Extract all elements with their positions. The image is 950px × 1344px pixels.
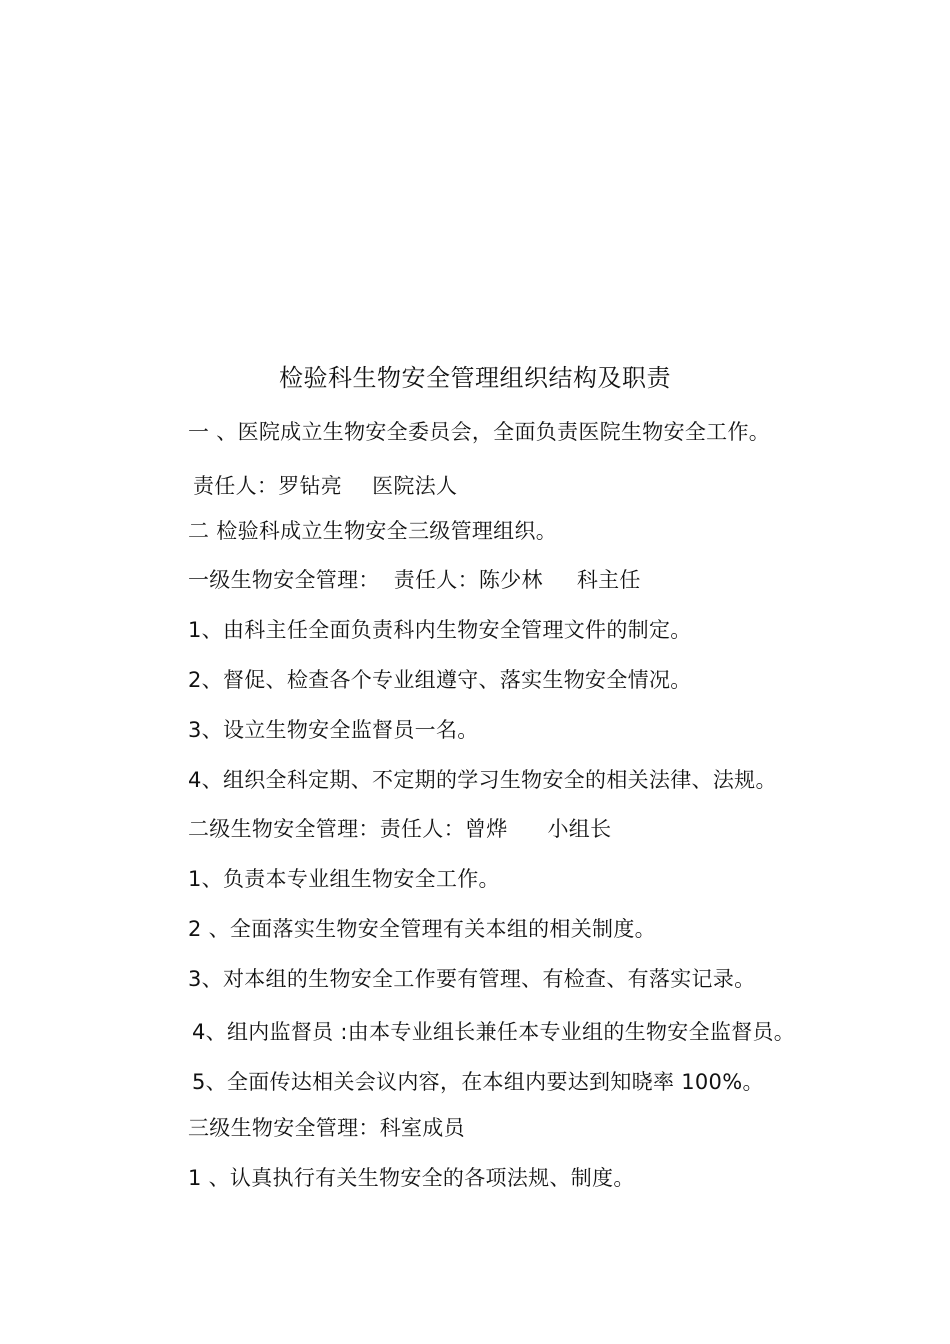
level2-item: 1、负责本专业组生物安全工作。	[188, 867, 500, 891]
level1-heading-line	[188, 565, 641, 595]
level2-item: 2 、全面落实生物安全管理有关本组的相关制度。	[188, 917, 656, 941]
level2-heading-line	[188, 814, 611, 844]
level1-role: 科主任	[576, 568, 641, 592]
level1-responsible: 责任人：陈少林	[393, 568, 543, 592]
level3-heading: 三级生物安全管理：科室成员	[188, 1116, 465, 1140]
level2-heading: 二级生物安全管理：责任人：曾烨	[188, 817, 508, 841]
level2-role: 小组长	[547, 817, 612, 841]
section1-heading: 一 、医院成立生物安全委员会，全面负责医院生物安全工作。	[188, 420, 771, 444]
level2-item: 5、全面传达相关会议内容，在本组内要达到知晓率 100%。	[192, 1070, 764, 1094]
level2-item: 3、对本组的生物安全工作要有管理、有检查、有落实记录。	[188, 967, 756, 991]
level1-item: 1、由科主任全面负责科内生物安全管理文件的制定。	[188, 618, 692, 642]
section1-responsible: 责任人：罗钻亮	[193, 474, 343, 498]
section1-responsible-role: 医院法人	[372, 474, 458, 498]
level1-item: 4、组织全科定期、不定期的学习生物安全的相关法律、法规。	[188, 768, 777, 792]
level3-item: 1 、认真执行有关生物安全的各项法规、制度。	[188, 1166, 635, 1190]
level1-item: 2、督促、检查各个专业组遵守、落实生物安全情况。	[188, 668, 692, 692]
level2-item: 4、组内监督员 :由本专业组长兼任本专业组的生物安全监督员。	[192, 1020, 796, 1044]
section2-heading: 二 检验科成立生物安全三级管理组织。	[188, 519, 558, 543]
document-title: 检验科生物安全管理组织结构及职责	[279, 364, 671, 392]
level1-item: 3、设立生物安全监督员一名。	[188, 718, 479, 742]
section1-responsible-line	[193, 471, 457, 501]
level1-heading: 一级生物安全管理：	[188, 568, 380, 592]
